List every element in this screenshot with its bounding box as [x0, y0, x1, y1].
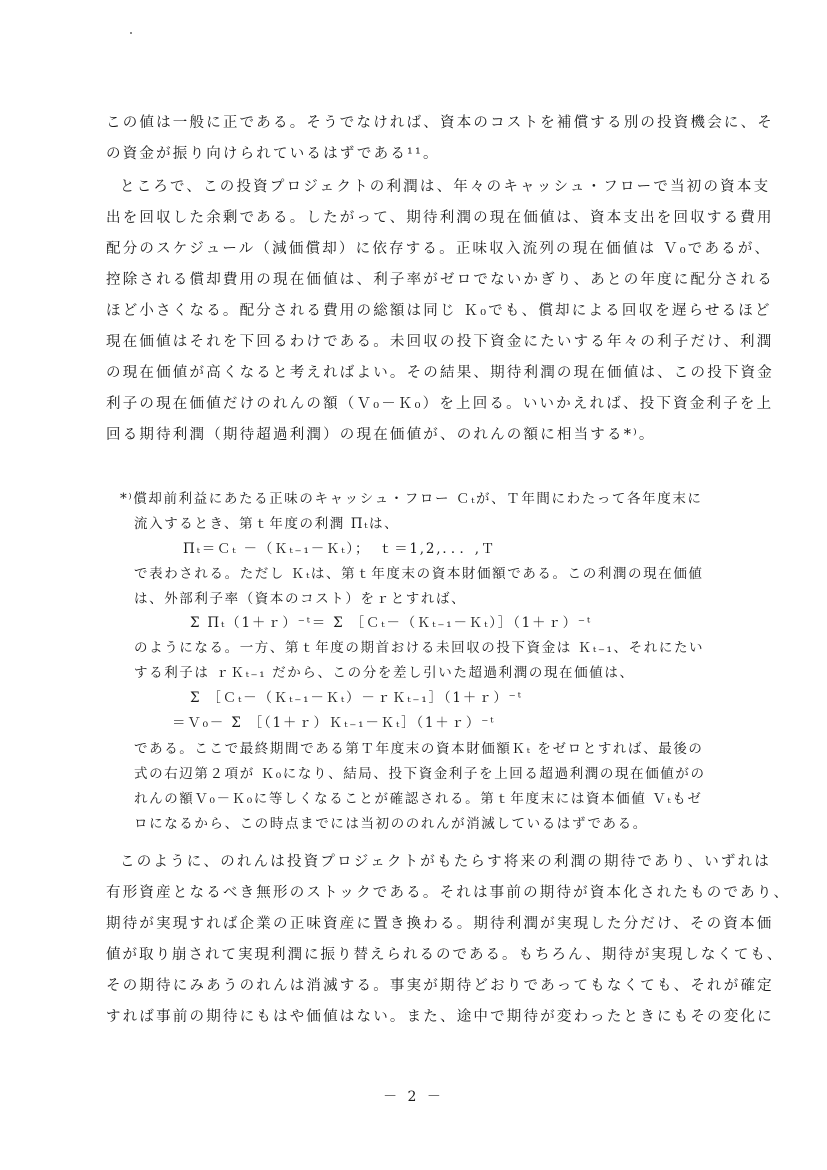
footnote-line-6: する利子は ｒＫₜ₋₁ だから、この分を差し引いた超過利潤の現在価値は、: [134, 665, 635, 681]
paragraph-2-line-1: ところで、この投資プロジェクトの利潤は、年々のキャッシュ・フローで当初の資本支: [120, 179, 771, 195]
paragraph-2-line-5: ほど小さくなる。配分される費用の総額は同じ Ｋ₀でも、償却による回収を遅らせるほど: [106, 303, 772, 319]
paragraph-3-line-1: このように、のれんは投資プロジェクトがもたらす将来の利潤の期待であり、いずれは: [120, 854, 772, 870]
footnote-equation-4: ＝Ｖ₀－ Σ ［（1＋ｒ）Ｋₜ₋₁－Ｋₜ］（1＋ｒ）⁻ᵗ: [172, 715, 496, 731]
paragraph-3-line-6: すれば事前の期待にもはや価値はない。また、途中で期待が変わったときにもその変化に: [106, 1009, 774, 1025]
footnote-equation-1: Πₜ＝Ｃₜ －（Ｋₜ₋₁－Ｋₜ）； ｔ＝1,2,．．．,Ｔ: [183, 541, 497, 557]
paragraph-2-line-9: 回る期待利潤（期待超過利潤）の現在価値が、のれんの額に相当する*⁾。: [106, 427, 656, 443]
footnote-equation-3: Σ ［Ｃₜ－（Ｋₜ₋₁－Ｋₜ）－ｒＫₜ₋₁］（1＋ｒ）⁻ᵗ: [190, 690, 523, 706]
footnote-line-8: 式の右辺第２項が Ｋ₀になり、結局、投下資金利子を上回る超過利潤の現在価値がの: [134, 766, 706, 782]
paragraph-3-line-4: 値が取り崩されて実現利潤に振り替えられるのである。もちろん、期待が実現しなくても、: [106, 947, 784, 963]
paragraph-2-line-6: 現在価値はそれを下回るわけである。未回収の投下資金にたいする年々の利子だけ、利潤: [106, 334, 774, 350]
paragraph-2-line-2: 出を回収した余剰である。したがって、期待利潤の現在価値は、資本支出を回収する費用: [106, 210, 774, 226]
footnote-line-10: ロになるから、この時点までには当初ののれんが消滅しているはずである。: [134, 816, 648, 832]
paragraph-2-line-3: 配分のスケジュール（減価償却）に依存する。正味収入流列の現在価値は Ｖ₀であるが、: [106, 241, 772, 257]
paragraph-2-line-8: 利子の現在価値だけのれんの額（Ｖ₀－Ｋ₀）を上回る。いいかえれば、投下資金利子を上: [106, 396, 774, 412]
footnote-line-9: れんの額Ｖ₀－Ｋ₀に等しくなることが確認される。第ｔ年度末には資本価値 Ｖₜもゼ: [134, 791, 703, 807]
paragraph-1-line-1: この値は一般に正である。そうでなければ、資本のコストを補償する別の投資機会に、そ: [106, 115, 774, 131]
paragraph-3-line-2: 有形資産となるべき無形のストックである。それは事前の期待が資本化されたものであり、: [106, 885, 791, 901]
footnote-line-7: である。ここで最終期間である第Ｔ年度末の資本財価額Ｋₜ をゼロとすれば、最後の: [134, 741, 704, 757]
scan-mark: [130, 32, 132, 34]
paragraph-3-line-3: 期待が実現すれば企業の正味資産に置き換わる。期待利潤が実現した分だけ、その資本価: [106, 916, 774, 932]
footnote-line-3: で表わされる。ただし Ｋₜは、第ｔ年度末の資本財価額である。この利潤の現在価値: [134, 566, 704, 582]
footnote-line-5: のようになる。一方、第ｔ年度の期首おける未回収の投下資金は Ｋₜ₋₁、それにたい: [134, 640, 705, 656]
footnote-line-1: *⁾償却前利益にあたる正味のキャッシュ・フロー Ｃₜが、Ｔ年間にわたって各年度末に: [120, 491, 703, 507]
footnote-line-2: 流入するとき、第ｔ年度の利潤 Πₜは、: [134, 516, 400, 532]
paragraph-2-line-4: 控除される償却費用の現在価値は、利子率がゼロでないかぎり、あとの年度に配分される: [106, 272, 774, 288]
page-number: － 2 －: [383, 1089, 444, 1105]
footnote-equation-2: Σ Πₜ（1＋ｒ）⁻ᵗ＝ Σ ［Ｃₜ－（Ｋₜ₋₁－Ｋₜ）］（1＋ｒ）⁻ᵗ: [190, 615, 592, 631]
paragraph-3-line-5: その期待にみあうのれんは消滅する。事実が期待どおりであってもなくても、それが確定: [106, 978, 774, 994]
paragraph-2-line-7: の現在価値が高くなると考えればよい。その結果、期待利潤の現在価値は、この投下資金: [106, 365, 774, 381]
paragraph-1-line-2: の資金が振り向けられているはずである¹¹。: [106, 146, 440, 162]
footnote-line-4: は、外部利子率（資本のコスト）をｒとすれば、: [134, 591, 467, 607]
